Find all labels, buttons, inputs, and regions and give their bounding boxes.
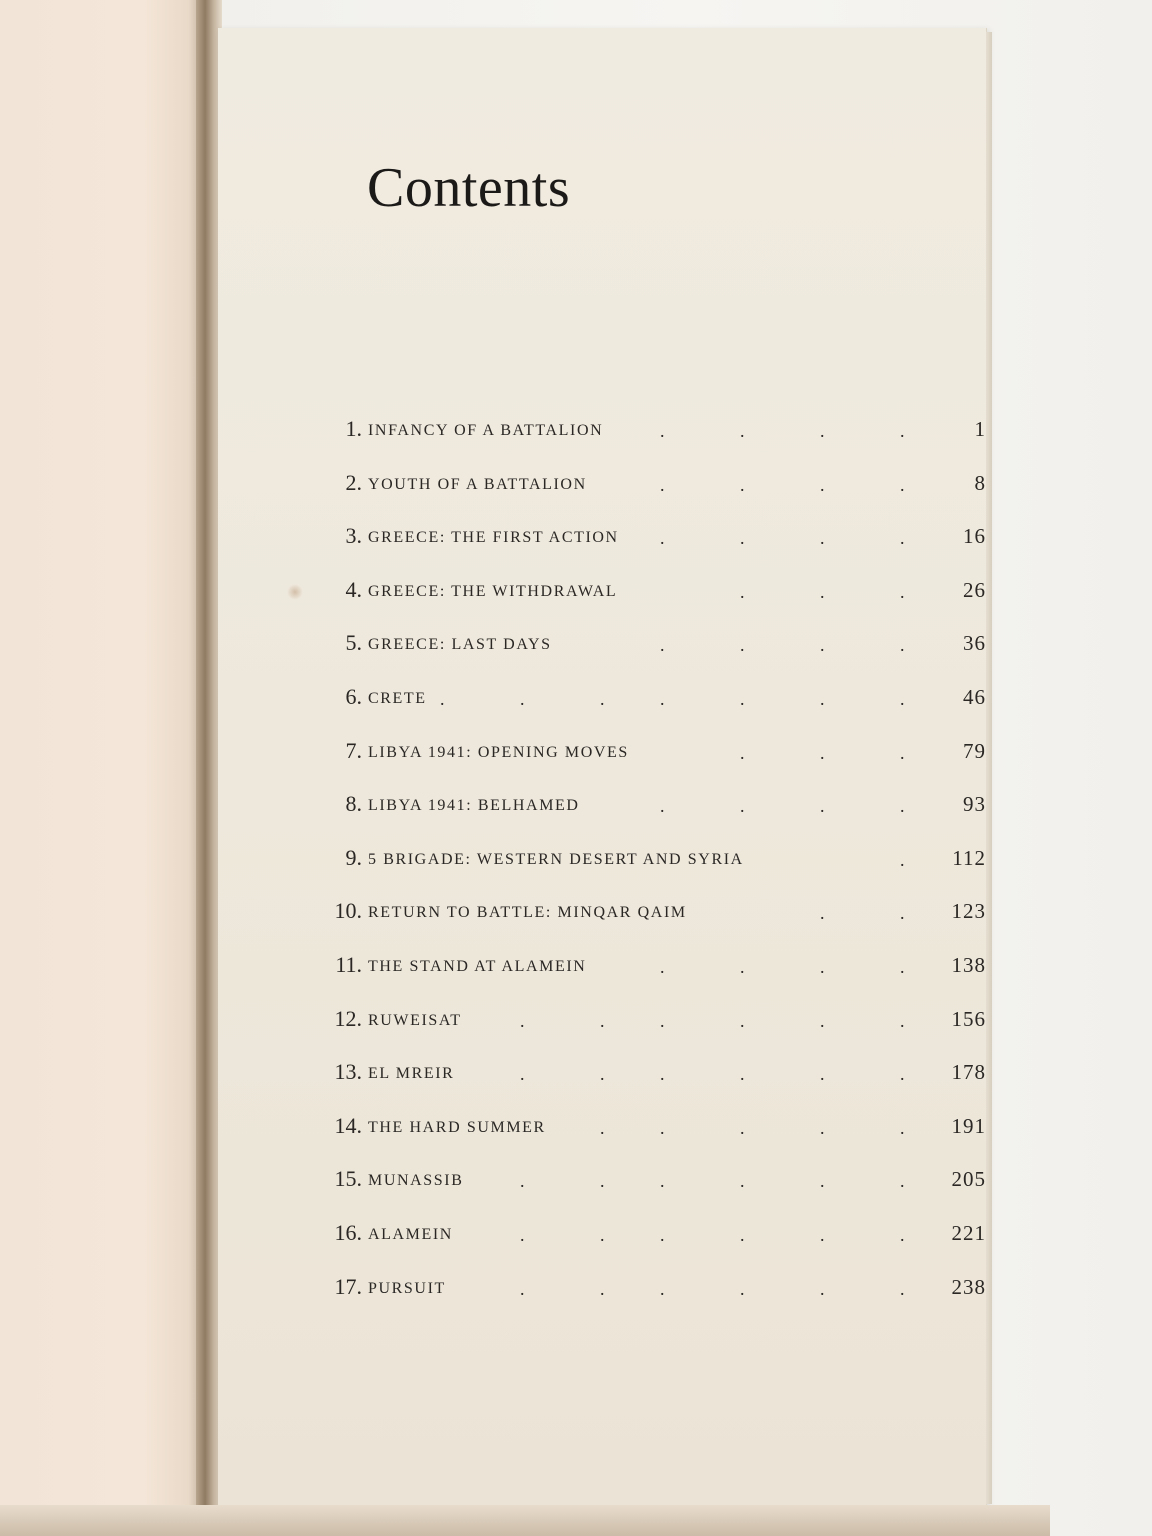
leader-dot: . bbox=[660, 635, 665, 656]
toc-entry bbox=[330, 468, 990, 498]
chapter-title: THE HARD SUMMER bbox=[368, 1118, 546, 1136]
leader-dot: . bbox=[600, 1064, 605, 1085]
leader-dot: . bbox=[900, 1225, 905, 1245]
chapter-number: 6. bbox=[345, 684, 362, 709]
dot-leader bbox=[330, 1164, 990, 1194]
leader-dot: . bbox=[820, 957, 825, 977]
page-number: 205 bbox=[951, 1167, 986, 1192]
dot-leader bbox=[330, 1218, 990, 1248]
leader-dot: . bbox=[660, 1064, 665, 1085]
leader-dot: . bbox=[600, 689, 605, 709]
chapter-title: GREECE: THE FIRST ACTION bbox=[368, 529, 619, 547]
toc-entry bbox=[330, 1004, 990, 1034]
page-number: 26 bbox=[963, 577, 986, 602]
leader-dot: . bbox=[820, 796, 825, 817]
leader-dot: . bbox=[600, 1010, 605, 1031]
chapter-number: 2. bbox=[345, 469, 362, 495]
chapter-title: LIBYA 1941: BELHAMED bbox=[368, 797, 580, 815]
dot-leader bbox=[330, 896, 990, 926]
chapter-number: 9. bbox=[345, 844, 362, 870]
leader-dot: . bbox=[520, 1010, 525, 1031]
chapter-title: PURSUIT bbox=[368, 1279, 446, 1297]
toc-entry bbox=[330, 1218, 990, 1248]
leader-dot: . bbox=[900, 1278, 905, 1299]
leader-dot: . bbox=[520, 1171, 525, 1192]
leader-dot: . bbox=[660, 421, 665, 441]
leader-dot: . bbox=[660, 1010, 665, 1031]
chapter-title: RETURN TO BATTLE: MINQAR QAIM bbox=[368, 904, 687, 922]
leader-dot: . bbox=[900, 689, 905, 709]
chapter-number: 14. bbox=[334, 1112, 362, 1138]
chapter-number: 16. bbox=[334, 1220, 362, 1245]
leader-dot: . bbox=[740, 1117, 745, 1138]
chapter-title: RUWEISAT bbox=[368, 1011, 462, 1029]
leader-dot: . bbox=[900, 1171, 905, 1192]
leader-dot: . bbox=[660, 689, 665, 709]
leader-dot: . bbox=[740, 689, 745, 709]
leader-dot: . bbox=[820, 635, 825, 656]
toc-entry bbox=[330, 1111, 990, 1141]
leader-dot: . bbox=[660, 1171, 665, 1192]
leader-dot: . bbox=[900, 957, 905, 977]
dot-leader bbox=[330, 789, 990, 819]
dot-leader bbox=[330, 682, 990, 712]
leader-dot: . bbox=[820, 421, 825, 441]
leader-dot: . bbox=[820, 689, 825, 709]
leader-dot: . bbox=[740, 1225, 745, 1245]
page-number: 93 bbox=[963, 792, 986, 817]
leader-dot: . bbox=[660, 796, 665, 817]
page-number: 238 bbox=[951, 1274, 986, 1299]
leader-dot: . bbox=[520, 1064, 525, 1085]
toc-entry bbox=[330, 1272, 990, 1302]
chapter-title: THE STAND AT ALAMEIN bbox=[368, 958, 587, 975]
page-number: 112 bbox=[952, 845, 986, 870]
leader-dot: . bbox=[900, 1117, 905, 1138]
toc-entry bbox=[330, 1057, 990, 1087]
chapter-number: 17. bbox=[334, 1273, 362, 1299]
leader-dot: . bbox=[740, 474, 745, 495]
leader-dot: . bbox=[900, 474, 905, 495]
leader-dot: . bbox=[660, 528, 665, 549]
leader-dot: . bbox=[900, 421, 905, 441]
toc-entry bbox=[330, 414, 990, 444]
leader-dot: . bbox=[740, 528, 745, 549]
page-number: 8 bbox=[974, 470, 986, 495]
chapter-title: ALAMEIN bbox=[368, 1226, 453, 1243]
chapter-title: GREECE: LAST DAYS bbox=[368, 636, 552, 654]
chapter-title: 5 BRIGADE: WESTERN DESERT AND SYRIA bbox=[368, 850, 744, 868]
toc-entry bbox=[330, 682, 990, 712]
dot-leader bbox=[330, 843, 990, 873]
chapter-number: 4. bbox=[345, 576, 362, 602]
leader-dot: . bbox=[740, 581, 745, 602]
leader-dot: . bbox=[900, 796, 905, 817]
chapter-title: INFANCY OF A BATTALION bbox=[368, 422, 604, 439]
chapter-number: 3. bbox=[345, 523, 362, 549]
page-number: 1 bbox=[974, 417, 986, 441]
chapter-title: MUNASSIB bbox=[368, 1172, 464, 1190]
leader-dot: . bbox=[740, 957, 745, 977]
page-number: 191 bbox=[951, 1113, 986, 1138]
leader-dot: . bbox=[740, 796, 745, 817]
toc-entry bbox=[330, 843, 990, 873]
leader-dot: . bbox=[440, 689, 445, 709]
leader-dot: . bbox=[900, 528, 905, 549]
dot-leader bbox=[330, 736, 990, 766]
toc-entry bbox=[330, 521, 990, 551]
chapter-number: 10. bbox=[334, 898, 362, 924]
leader-dot: . bbox=[600, 1171, 605, 1192]
dot-leader bbox=[330, 575, 990, 605]
dot-leader bbox=[330, 1057, 990, 1087]
leader-dot: . bbox=[820, 528, 825, 549]
dot-leader bbox=[330, 521, 990, 551]
leader-dot: . bbox=[660, 1278, 665, 1299]
dot-leader bbox=[330, 1111, 990, 1141]
leader-dot: . bbox=[820, 1225, 825, 1245]
page-number: 16 bbox=[963, 524, 986, 549]
leader-dot: . bbox=[740, 1064, 745, 1085]
dot-leader bbox=[330, 1272, 990, 1302]
dot-leader bbox=[330, 950, 990, 980]
dot-leader bbox=[330, 414, 990, 444]
leader-dot: . bbox=[520, 689, 525, 709]
leader-dot: . bbox=[900, 581, 905, 602]
dot-leader bbox=[330, 468, 990, 498]
page-title: Contents bbox=[367, 157, 571, 219]
toc-entry bbox=[330, 628, 990, 658]
chapter-title: CRETE bbox=[368, 690, 427, 707]
page-number: 138 bbox=[951, 953, 986, 977]
leader-dot: . bbox=[900, 742, 905, 763]
leader-dot: . bbox=[740, 635, 745, 656]
dot-leader bbox=[330, 628, 990, 658]
toc-entry bbox=[330, 575, 990, 605]
dot-leader bbox=[330, 1004, 990, 1034]
leader-dot: . bbox=[820, 474, 825, 495]
chapter-title: YOUTH OF A BATTALION bbox=[368, 475, 587, 493]
toc-entry bbox=[330, 896, 990, 926]
leader-dot: . bbox=[820, 1171, 825, 1192]
leader-dot: . bbox=[820, 1117, 825, 1138]
chapter-number: 13. bbox=[334, 1059, 362, 1085]
toc-entry bbox=[330, 950, 990, 980]
chapter-number: 8. bbox=[345, 791, 362, 817]
leader-dot: . bbox=[820, 1278, 825, 1299]
leader-dot: . bbox=[900, 849, 905, 870]
chapter-number: 7. bbox=[345, 737, 362, 763]
toc-entry bbox=[330, 789, 990, 819]
leader-dot: . bbox=[600, 1117, 605, 1138]
toc-entry bbox=[330, 1164, 990, 1194]
leader-dot: . bbox=[740, 1278, 745, 1299]
leader-dot: . bbox=[900, 903, 905, 924]
chapter-number: 1. bbox=[345, 416, 362, 441]
leader-dot: . bbox=[900, 1010, 905, 1031]
leader-dot: . bbox=[660, 1225, 665, 1245]
leader-dot: . bbox=[600, 1225, 605, 1245]
chapter-number: 5. bbox=[345, 630, 362, 656]
leader-dot: . bbox=[740, 1010, 745, 1031]
page-number: 156 bbox=[951, 1006, 986, 1031]
leader-dot: . bbox=[520, 1278, 525, 1299]
toc-entry bbox=[330, 736, 990, 766]
leader-dot: . bbox=[820, 1010, 825, 1031]
leader-dot: . bbox=[520, 1225, 525, 1245]
leader-dot: . bbox=[660, 474, 665, 495]
page-number: 79 bbox=[963, 738, 986, 763]
page-number: 221 bbox=[951, 1221, 986, 1245]
chapter-number: 11. bbox=[335, 952, 362, 977]
leader-dot: . bbox=[900, 1064, 905, 1085]
chapter-number: 12. bbox=[334, 1005, 362, 1031]
leader-dot: . bbox=[820, 1064, 825, 1085]
leader-dot: . bbox=[740, 1171, 745, 1192]
leader-dot: . bbox=[900, 635, 905, 656]
leader-dot: . bbox=[660, 957, 665, 977]
leader-dot: . bbox=[740, 742, 745, 763]
leader-dot: . bbox=[820, 742, 825, 763]
leader-dot: . bbox=[820, 581, 825, 602]
page-number: 123 bbox=[951, 899, 986, 924]
page-number: 46 bbox=[963, 685, 986, 709]
leader-dot: . bbox=[740, 421, 745, 441]
chapter-title: LIBYA 1941: OPENING MOVES bbox=[368, 743, 629, 761]
leader-dot: . bbox=[600, 1278, 605, 1299]
page-number: 178 bbox=[951, 1060, 986, 1085]
leader-dot: . bbox=[660, 1117, 665, 1138]
chapter-number: 15. bbox=[334, 1166, 362, 1192]
leader-dot: . bbox=[820, 903, 825, 924]
chapter-title: GREECE: THE WITHDRAWAL bbox=[368, 582, 618, 600]
chapter-title: EL MREIR bbox=[368, 1065, 455, 1083]
page-number: 36 bbox=[963, 631, 986, 656]
